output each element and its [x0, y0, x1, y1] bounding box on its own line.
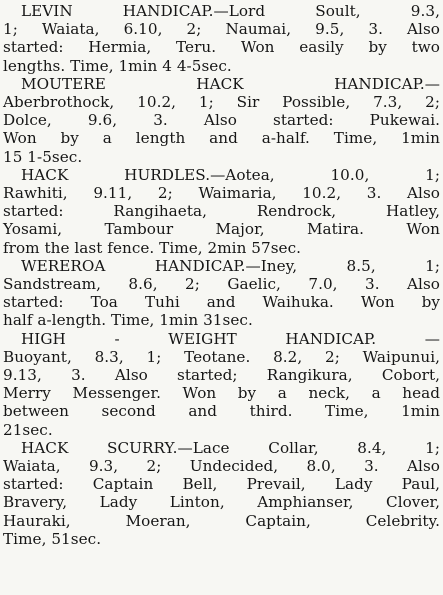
- text-line: 15 1-5sec.: [3, 147, 83, 166]
- text-line: Dolce, 9.6, 3. Also started: Pukewai.: [3, 111, 440, 130]
- race-result-moutere-hack-handicap: [3, 75, 440, 166]
- text-line: started: Rangihaeta, Rendrock, Hatley,: [3, 202, 440, 221]
- text-line: HIGH - WEIGHT HANDICAP. —: [21, 329, 440, 348]
- text-line: half a-length. Time, 1min 31sec.: [3, 311, 253, 330]
- text-line: WEREROA HANDICAP.—Iney, 8.5, 1;: [21, 256, 440, 275]
- text-line: started: Hermia, Teru. Won easily by two: [3, 38, 440, 57]
- text-line: 9.13, 3. Also started; Rangikura, Cobort,: [3, 366, 440, 385]
- text-line: Won by a length and a-half. Time, 1min: [3, 129, 440, 148]
- race-result-wereroa-handicap: [3, 257, 440, 330]
- text-line: started: Captain Bell, Prevail, Lady Paul,: [3, 475, 440, 494]
- text-line: Buoyant, 8.3, 1; Teotane. 8.2, 2; Waipunui,: [3, 347, 440, 366]
- text-line: Merry Messenger. Won by a neck, a head: [3, 384, 440, 403]
- text-line: HACK HURDLES.—Aotea, 10.0, 1;: [21, 165, 440, 184]
- text-line: started: Toa Tuhi and Waihuka. Won by: [3, 293, 440, 312]
- race-result-high-weight-handicap: [3, 330, 440, 439]
- text-line: Yosami, Tambour Major, Matira. Won: [3, 220, 440, 239]
- text-line: Bravery, Lady Linton, Amphianser, Clover,: [3, 493, 440, 512]
- text-line: Hauraki, Moeran, Captain, Celebrity.: [3, 511, 440, 530]
- text-line: Time, 51sec.: [3, 529, 102, 548]
- text-line: MOUTERE HACK HANDICAP.—: [21, 74, 440, 93]
- text-line: between second and third. Time, 1min: [3, 402, 440, 421]
- text-line: Waiata, 9.3, 2; Undecided, 8.0, 3. Also: [3, 457, 440, 476]
- text-line: Aberbrothock, 10.2, 1; Sir Possible, 7.3, 2;: [3, 93, 440, 112]
- text-line: Rawhiti, 9.11, 2; Waimaria, 10.2, 3. Also: [3, 184, 440, 203]
- race-result-hack-scurry: [3, 439, 440, 548]
- text-line: HACK SCURRY.—Lace Collar, 8.4, 1;: [21, 438, 440, 457]
- text-line: 1; Waiata, 6.10, 2; Naumai, 9.5, 3. Also: [3, 20, 440, 39]
- text-line: lengths. Time, 1min 4 4-5sec.: [3, 56, 232, 75]
- race-result-levin-handicap: [3, 2, 440, 75]
- text-line: from the last fence. Time, 2min 57sec.: [3, 238, 302, 257]
- race-result-hack-hurdles: [3, 166, 440, 257]
- text-line: LEVIN HANDICAP.—Lord Soult, 9.3,: [21, 2, 440, 20]
- text-line: 21sec.: [3, 420, 53, 439]
- text-line: Sandstream, 8.6, 2; Gaelic, 7.0, 3. Also: [3, 275, 440, 294]
